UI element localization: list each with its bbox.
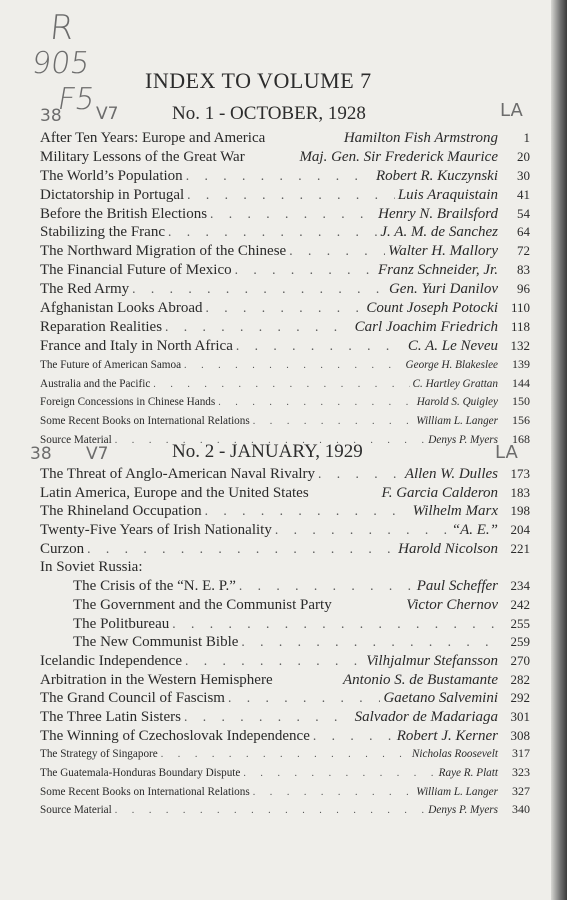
article-author: Count Joseph Potocki	[366, 300, 498, 317]
handwritten-mark-la-top: LA	[500, 100, 523, 121]
index-entry	[40, 728, 530, 747]
dot-leader	[186, 168, 373, 184]
handwritten-mark-v7-top: V7	[96, 104, 119, 124]
page-number: 327	[512, 783, 530, 798]
article-title: France and Italy in North Africa	[40, 337, 233, 354]
article-title: Afghanistan Looks Abroad	[40, 300, 203, 317]
article-title: The Crisis of the “N. E. P.”	[73, 578, 236, 595]
dot-leader	[187, 187, 395, 203]
dot-leader	[243, 768, 435, 779]
article-title: The Red Army	[40, 281, 130, 298]
article-title: The New Communist Bible	[73, 634, 239, 651]
page-number: 255	[510, 615, 530, 631]
handwritten-call-letter: R	[47, 8, 76, 48]
article-author: Robert R. Kuczynski	[375, 167, 498, 184]
handwritten-call-suffix: F5	[54, 82, 98, 117]
index-entry	[40, 541, 530, 560]
article-author: Luis Araquistain	[397, 186, 498, 203]
dot-leader	[165, 319, 352, 335]
handwritten-mark-38-bottom: 38	[30, 444, 52, 464]
article-title: Twenty-Five Years of Irish Nationality	[40, 522, 272, 539]
page-number: 144	[512, 375, 530, 390]
page-number: 204	[510, 522, 530, 538]
article-author: Wilhelm Marx	[412, 503, 498, 520]
article-author: Victor Chernov	[406, 596, 498, 613]
page-number: 242	[510, 596, 530, 612]
dot-leader	[161, 749, 409, 760]
article-title: The Northward Migration of the Chinese	[40, 243, 287, 260]
dot-leader	[185, 653, 363, 669]
article-title: Reparation Realities	[40, 318, 163, 335]
article-title: Before the British Elections	[40, 205, 208, 222]
article-author: Walter H. Mallory	[388, 243, 498, 260]
dot-leader	[253, 787, 414, 798]
page-number: 41	[517, 186, 530, 202]
article-author: Carl Joachim Friedrich	[354, 318, 498, 335]
page-number: 198	[510, 503, 530, 519]
dot-leader	[275, 522, 449, 538]
page-number: 340	[512, 802, 530, 817]
article-title: After Ten Years: Europe and America	[40, 130, 266, 146]
issue-2-entries	[40, 466, 530, 821]
page-number: 96	[517, 281, 530, 297]
page-number: 259	[510, 634, 530, 650]
article-author: William L. Langer	[416, 785, 498, 798]
index-entry	[40, 485, 530, 504]
index-entry	[40, 357, 530, 376]
article-author: George H. Blakeslee	[405, 358, 498, 371]
page-number: 20	[517, 148, 530, 164]
issue-1-entries	[40, 130, 530, 451]
dot-leader	[235, 262, 375, 278]
dot-leader	[168, 224, 377, 240]
dot-leader	[210, 206, 375, 222]
article-title: The Rhineland Occupation	[40, 503, 202, 520]
article-title: Stabilizing the Franc	[40, 224, 165, 241]
index-entry	[40, 503, 530, 522]
page-number: 54	[517, 205, 530, 221]
article-title: Curzon	[40, 540, 85, 557]
article-title: In Soviet Russia:	[40, 559, 143, 576]
article-title: The Government and the Communist Party	[73, 596, 332, 613]
dot-leader	[205, 503, 410, 519]
index-entry	[40, 466, 530, 485]
index-entry	[40, 690, 530, 709]
article-title: Military Lessons of the Great War	[40, 148, 245, 165]
article-author: Allen W. Dulles	[404, 466, 498, 482]
page-number: 64	[517, 224, 530, 240]
page-number: 323	[512, 765, 530, 779]
dot-leader	[239, 578, 414, 594]
article-author: Vilhjalmur Stefansson	[366, 652, 498, 669]
page-number: 110	[510, 300, 530, 316]
dot-leader	[253, 416, 414, 427]
article-author: Henry N. Brailsford	[378, 205, 498, 222]
index-entry	[40, 578, 530, 597]
page-number: 183	[510, 484, 530, 500]
index-entry	[40, 597, 530, 616]
page-number: 1	[523, 130, 530, 145]
page-number: 282	[510, 671, 530, 687]
dot-leader	[289, 243, 385, 259]
index-entry	[40, 784, 530, 803]
article-title: The Threat of Anglo-American Naval Rivalry	[40, 466, 316, 482]
dot-leader	[153, 379, 409, 390]
page-number: 317	[512, 746, 530, 761]
page-number: 83	[517, 262, 530, 278]
page-number: 156	[512, 413, 530, 428]
issue-heading-1: No. 1 - OCTOBER, 1928	[172, 103, 366, 124]
article-title: Foreign Concessions in Chinese Hands	[40, 396, 216, 409]
article-author: Franz Schneider, Jr.	[378, 262, 498, 279]
article-title: The Grand Council of Fascism	[40, 690, 225, 707]
article-title: Icelandic Independence	[40, 652, 182, 669]
index-entry	[40, 281, 530, 300]
index-entry	[40, 262, 530, 281]
index-entry	[40, 149, 530, 168]
article-author: Maj. Gen. Sir Frederick Maurice	[299, 148, 498, 165]
article-title: Dictatorship in Portugal	[40, 186, 185, 203]
book-binding-edge	[551, 0, 567, 900]
index-entry	[40, 168, 530, 187]
article-title: Arbitration in the Western Hemisphere	[40, 671, 273, 688]
article-author: Harold S. Quigley	[416, 396, 498, 409]
index-entry	[40, 709, 530, 728]
dot-leader	[132, 281, 386, 297]
index-entry	[40, 376, 530, 395]
article-title: The Winning of Czechoslovak Independence	[40, 727, 310, 744]
article-title: The Strategy of Singapore	[40, 748, 158, 761]
page-number: 173	[510, 466, 530, 481]
page-number: 308	[510, 727, 530, 743]
handwritten-mark-v7-bottom: V7	[86, 444, 109, 464]
index-entry	[40, 746, 530, 765]
handwritten-mark-38-top: 38	[40, 106, 62, 126]
article-author: Gaetano Salvemini	[383, 690, 498, 707]
index-entry	[40, 319, 530, 338]
article-author: Hamilton Fish Armstrong	[343, 130, 498, 146]
dot-leader	[241, 634, 495, 650]
issue-heading-2: No. 2 - JANUARY, 1929	[172, 441, 363, 462]
page-number: 30	[517, 167, 530, 183]
page-number: 221	[510, 540, 530, 556]
index-entry	[40, 653, 530, 672]
page-number: 301	[510, 708, 530, 724]
article-title: Some Recent Books on International Relations	[40, 785, 250, 798]
article-author: “A. E.”	[451, 522, 498, 539]
page-number: 139	[512, 356, 530, 371]
index-entry	[40, 413, 530, 432]
article-author: Paul Scheffer	[416, 578, 498, 595]
article-author: Denys P. Myers	[428, 434, 498, 447]
article-title: The Politbureau	[73, 615, 170, 632]
handwritten-mark-la-bottom: LA	[495, 442, 518, 463]
index-entry	[40, 394, 530, 413]
article-author: Raye R. Platt	[438, 767, 498, 779]
dot-leader	[236, 338, 405, 354]
article-title: The Three Latin Sisters	[40, 708, 181, 725]
article-title: Australia and the Pacific	[40, 377, 151, 390]
index-entry	[40, 300, 530, 319]
index-entry	[40, 634, 530, 653]
article-title: The Future of American Samoa	[40, 358, 182, 371]
index-entry	[40, 243, 530, 262]
dot-leader	[172, 616, 495, 632]
dot-leader	[218, 397, 413, 408]
page-number: 168	[512, 432, 530, 447]
article-author: Antonio S. de Bustamante	[343, 671, 498, 688]
article-title: The World’s Population	[40, 167, 183, 184]
dot-leader	[228, 690, 380, 706]
article-author: F. Garcia Calderon	[381, 484, 498, 501]
article-author: William L. Langer	[416, 415, 498, 428]
index-entry	[40, 130, 530, 149]
dot-leader	[318, 466, 402, 482]
article-title: The Financial Future of Mexico	[40, 262, 232, 279]
article-author: C. Hartley Grattan	[412, 377, 498, 390]
index-entry	[40, 559, 530, 578]
dot-leader	[184, 709, 352, 725]
index-entry	[40, 224, 530, 243]
page-number: 118	[510, 318, 530, 334]
index-entry	[40, 206, 530, 225]
page-number: 270	[510, 652, 530, 668]
index-entry	[40, 672, 530, 691]
article-title: Latin America, Europe and the United States	[40, 484, 309, 501]
article-author: Harold Nicolson	[398, 540, 498, 557]
article-author: Salvador de Madariaga	[354, 708, 498, 725]
article-author: J. A. M. de Sanchez	[380, 224, 498, 241]
index-entry	[40, 522, 530, 541]
index-entry	[40, 338, 530, 357]
article-title: Some Recent Books on International Relations	[40, 415, 250, 428]
page-number: 150	[512, 394, 530, 409]
article-author: Nicholas Roosevelt	[411, 748, 498, 761]
dot-leader	[205, 300, 363, 316]
index-entry	[40, 765, 530, 784]
dot-leader	[313, 728, 394, 744]
index-entry	[40, 802, 530, 821]
article-author: C. A. Le Neveu	[407, 337, 498, 354]
article-author: Gen. Yuri Danilov	[388, 281, 498, 298]
page-number: 234	[510, 578, 530, 594]
article-title: Source Material	[40, 804, 112, 817]
dot-leader	[184, 360, 402, 371]
page-number: 292	[510, 690, 530, 706]
index-entry	[40, 187, 530, 206]
dot-leader	[115, 805, 426, 816]
article-author: Denys P. Myers	[428, 804, 498, 817]
handwritten-call-number: 905	[29, 46, 92, 81]
index-entry	[40, 616, 530, 635]
page-number: 72	[517, 243, 530, 259]
page-title: INDEX TO VOLUME 7	[145, 68, 372, 93]
article-title: Source Material	[40, 434, 112, 447]
dot-leader	[87, 541, 395, 557]
article-title: The Guatemala-Honduras Boundary Dispute	[40, 767, 241, 779]
article-author: Robert J. Kerner	[396, 727, 498, 744]
page-number: 132	[510, 337, 530, 353]
